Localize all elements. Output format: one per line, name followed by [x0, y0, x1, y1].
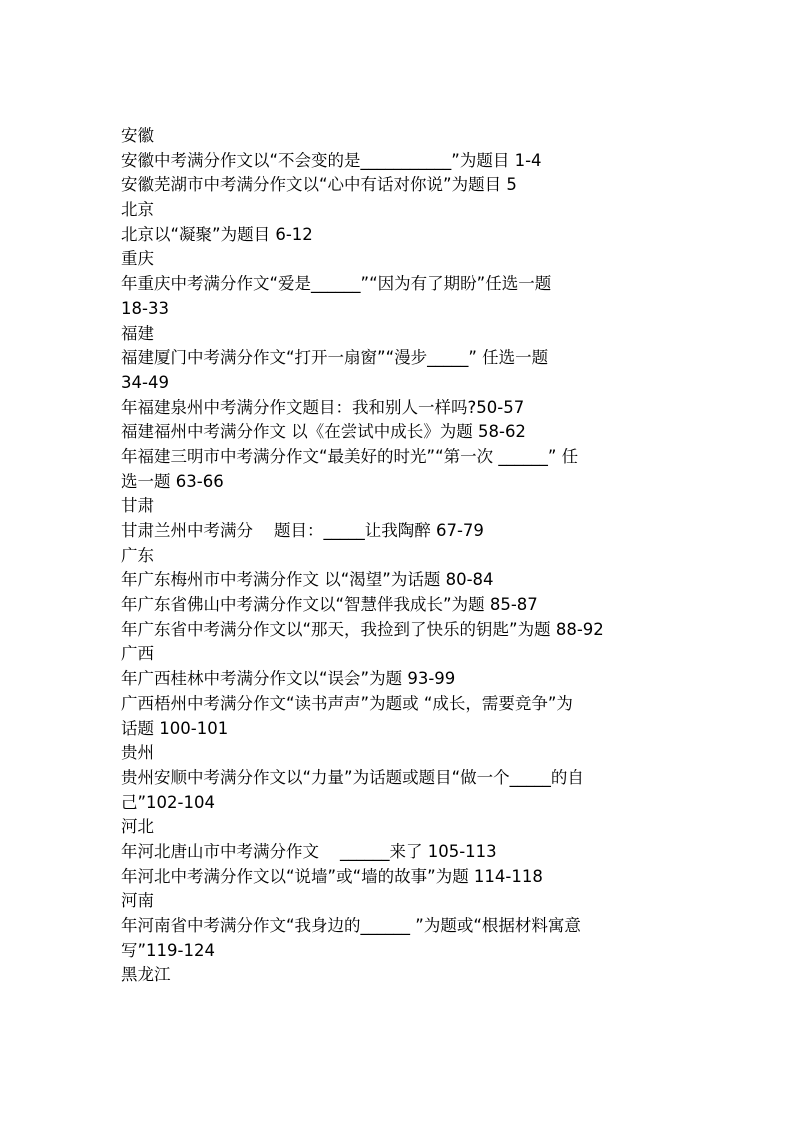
- section-heading-chongqing: 重庆: [121, 249, 154, 269]
- toc-entry: 安徽芜湖市中考满分作文以“心中有话对你说”为题目 5: [121, 175, 517, 195]
- section-heading-guangdong: 广东: [121, 545, 154, 565]
- toc-entry: 福建厦门中考满分作文“打开一扇窗”“漫步_____” 任选一题: [121, 348, 549, 368]
- toc-entry: 年福建三明市中考满分作文“最美好的时光”“第一次 ______” 任: [121, 446, 579, 466]
- toc-entry: 甘肃兰州中考满分 题目：_____让我陶醉 67-79: [121, 521, 484, 540]
- toc-entry: 年福建泉州中考满分作文题目：我和别人一样吗?50-57: [121, 397, 525, 417]
- toc-entry-continuation: 己”102-104: [121, 792, 215, 812]
- toc-entry: 安徽中考满分作文以“不会变的是___________”为题目 1-4: [121, 150, 542, 170]
- toc-entry-continuation: 写”119-124: [121, 940, 215, 960]
- toc-entry: 年广东梅州市中考满分作文 以“渴望”为话题 80-84: [121, 570, 494, 590]
- toc-entry-continuation: 34-49: [121, 372, 169, 392]
- toc-entry: 福建福州中考满分作文 以《在尝试中成长》为题 58-62: [121, 422, 526, 442]
- section-heading-guizhou: 贵州: [121, 743, 154, 763]
- section-heading-guangxi: 广西: [121, 644, 154, 664]
- toc-entry: 贵州安顺中考满分作文以“力量”为话题或题目“做一个_____的自: [121, 767, 584, 787]
- section-heading-gansu: 甘肃: [121, 496, 154, 516]
- toc-entry: 北京以“凝聚”为题目 6-12: [121, 224, 313, 244]
- toc-entry: 年重庆中考满分作文“爱是______”“因为有了期盼”任选一题: [121, 274, 552, 294]
- table-of-contents: [121, 124, 676, 988]
- section-heading-hebei: 河北: [121, 817, 154, 837]
- section-heading-anhui: 安徽: [121, 126, 154, 145]
- toc-entry: 年河南省中考满分作文“我身边的______ ”为题或“根据材料寓意: [121, 916, 581, 935]
- toc-entry: 年广西桂林中考满分作文以“误会”为题 93-99: [121, 669, 456, 689]
- toc-entry-continuation: 话题 100-101: [121, 718, 229, 738]
- section-heading-henan: 河南: [121, 891, 154, 911]
- toc-entry: 年河北中考满分作文以“说墙”或“墙的故事”为题 114-118: [121, 866, 543, 886]
- toc-entry: 广西梧州中考满分作文“读书声声”为题或 “成长，需要竞争”为: [121, 693, 573, 713]
- toc-entry: 年广东省中考满分作文以“那天，我捡到了快乐的钥匙”为题 88-92: [121, 619, 604, 639]
- toc-entry-continuation: 选一题 63-66: [121, 471, 224, 491]
- toc-entry: 年河北唐山市中考满分作文 ______来了 105-113: [121, 841, 497, 861]
- section-heading-beijing: 北京: [121, 200, 154, 220]
- section-heading-heilongjiang: 黑龙江: [121, 965, 171, 985]
- toc-entry: 年广东省佛山中考满分作文以“智慧伴我成长”为题 85-87: [121, 595, 538, 615]
- section-heading-fujian: 福建: [121, 323, 154, 343]
- toc-entry-continuation: 18-33: [121, 298, 169, 318]
